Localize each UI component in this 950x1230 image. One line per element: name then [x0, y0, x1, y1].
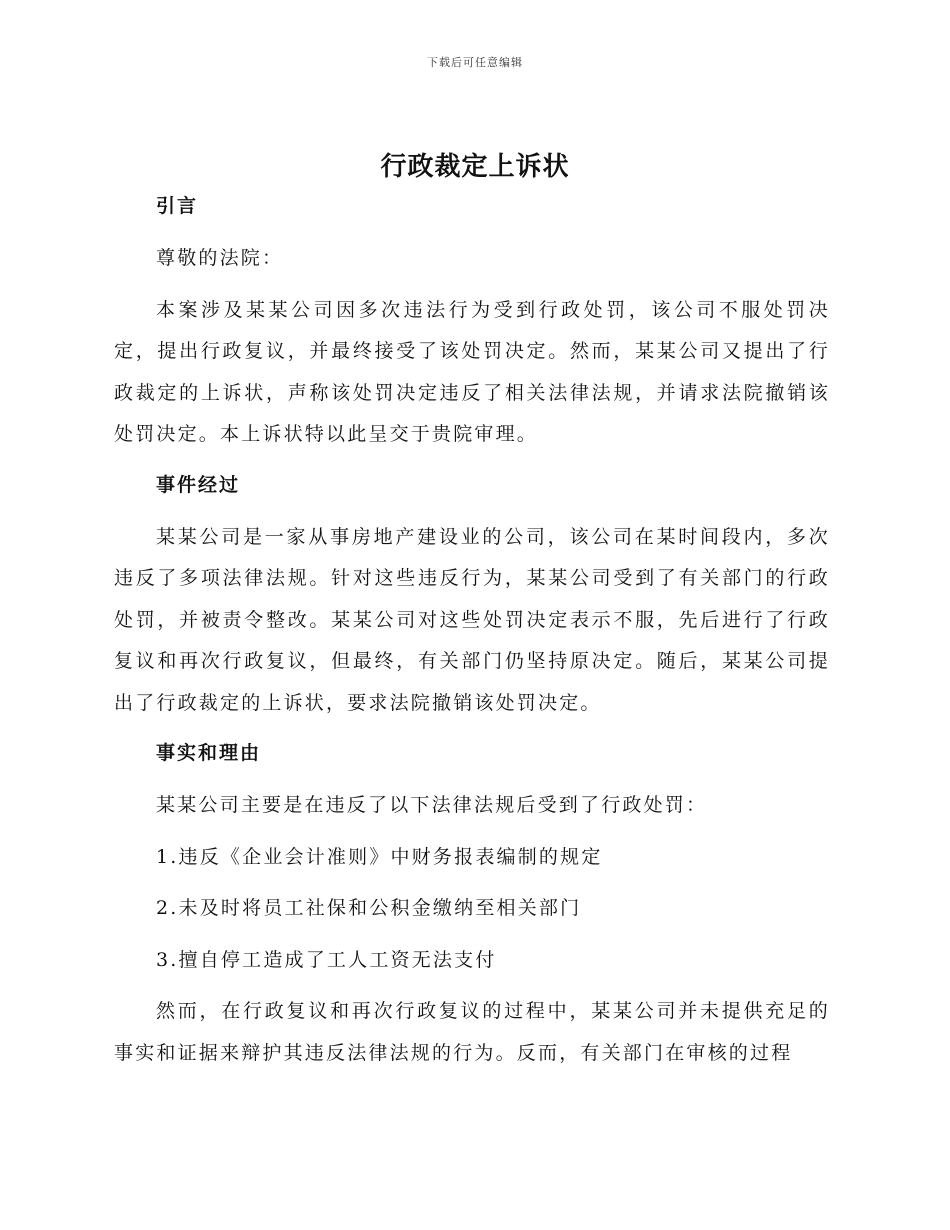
section-heading-facts: 事实和理由	[156, 742, 262, 764]
list-item: 1.违反《企业会计准则》中财务报表编制的规定	[156, 845, 603, 868]
list-item: 2.未及时将员工社保和公积金缴纳至相关部门	[156, 897, 582, 919]
document-body	[114, 188, 830, 1074]
section-heading-intro: 引言	[156, 195, 199, 217]
facts-paragraph: 然而，在行政复议和再次行政复议的过程中，某某公司并未提供充足的事实和证据来辩护其违反法律法规的行为。反而，有关部门在审核的过程	[114, 1000, 830, 1064]
facts-lead-paragraph: 某某公司主要是在违反了以下法律法规后受到了行政处罚：	[156, 794, 708, 816]
salutation: 尊敬的法院：	[156, 247, 284, 269]
list-item: 3.擅自停工造成了工人工资无法支付	[156, 948, 497, 971]
events-paragraph: 某某公司是一家从事房地产建设业的公司，该公司在某时间段内，多次违反了多项法律法规。针对这些违反行为，某某公司受到了有关部门的行政处罚，并被责令整改。某某公司对这些处罚决定表示不服，先后进行了行政复议和再次行政复议，但最终，有关部门仍坚持原决定。随后，某某公司提出了行政裁定的上诉状，要求法院撤销该处罚决定。	[114, 525, 830, 714]
document-title: 行政裁定上诉状	[380, 152, 570, 182]
intro-paragraph: 本案涉及某某公司因多次违法行为受到行政处罚，该公司不服处罚决定，提出行政复议，并最终接受了该处罚决定。然而，某某公司又提出了行政裁定的上诉状，声称该处罚决定违反了相关法律法规，并请求法院撤销该处罚决定。本上诉状特以此呈交于贵院审理。	[114, 298, 830, 445]
header-note: 下载后可任意编辑	[427, 56, 523, 69]
section-heading-events: 事件经过	[156, 473, 241, 496]
